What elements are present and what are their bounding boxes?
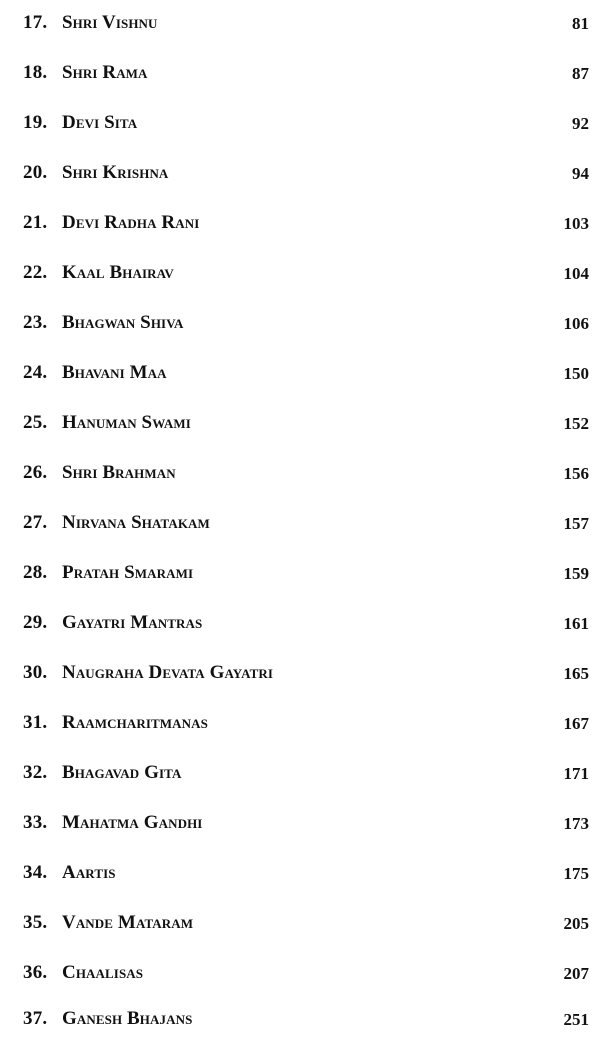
entry-title: Nirvana Shatakam [62,512,210,533]
entry-page-number: 161 [563,614,589,633]
entry-number: 22. [23,262,48,283]
toc-entry [0,762,600,792]
entry-number: 31. [23,712,48,733]
toc-entry [0,1008,600,1038]
entry-number: 21. [23,212,48,233]
toc-entry [0,212,600,242]
entry-title: Kaal Bhairav [62,262,174,283]
toc-entry [0,162,600,192]
entry-number: 28. [23,562,48,583]
entry-number: 25. [23,412,48,433]
toc-entry [0,512,600,542]
entry-title: Naugraha Devata Gayatri [62,662,274,683]
toc-entry [0,662,600,692]
entry-number: 36. [23,962,48,983]
entry-title: Hanuman Swami [62,412,191,433]
entry-number: 27. [23,512,48,533]
entry-page-number: 94 [572,164,589,183]
toc-entry [0,912,600,942]
entry-page-number: 152 [563,414,589,433]
toc-entry [0,262,600,292]
toc-entry [0,362,600,392]
entry-page-number: 173 [563,814,589,833]
entry-page-number: 171 [563,764,589,783]
toc-entry [0,712,600,742]
entry-page-number: 92 [572,114,589,133]
entry-title: Aartis [62,862,116,883]
entry-title: Raamcharitmanas [62,712,208,733]
entry-page-number: 205 [563,914,589,933]
toc-entry [0,412,600,442]
entry-page-number: 159 [563,564,589,583]
entry-number: 17. [23,12,48,33]
entry-title: Ganesh Bhajans [62,1008,193,1029]
entry-page-number: 167 [563,714,589,733]
entry-page-number: 157 [563,514,589,533]
entry-title: Shri Brahman [62,462,176,483]
entry-title: Gayatri Mantras [62,612,203,633]
toc-entry [0,312,600,342]
entry-number: 34. [23,862,48,883]
entry-title: Bhavani Maa [62,362,167,383]
entry-page-number: 207 [563,964,589,983]
entry-title: Devi Sita [62,112,138,133]
toc-entry [0,562,600,592]
entry-number: 26. [23,462,48,483]
toc-entry [0,812,600,842]
toc-entry [0,462,600,492]
entry-number: 35. [23,912,48,933]
entry-title: Shri Rama [62,62,148,83]
toc-entry [0,112,600,142]
entry-number: 37. [23,1008,48,1029]
entry-title: Devi Radha Rani [62,212,200,233]
entry-page-number: 106 [563,314,589,333]
toc-entry [0,862,600,892]
entry-page-number: 150 [563,364,589,383]
entry-page-number: 156 [563,464,589,483]
entry-page-number: 165 [563,664,589,683]
entry-number: 24. [23,362,48,383]
entry-title: Shri Vishnu [62,12,158,33]
entry-title: Shri Krishna [62,162,169,183]
entry-title: Mahatma Gandhi [62,812,203,833]
toc-entry [0,12,600,42]
entry-number: 30. [23,662,48,683]
entry-page-number: 81 [572,14,589,33]
entry-title: Bhagavad Gita [62,762,182,783]
entry-number: 19. [23,112,48,133]
entry-page-number: 103 [563,214,589,233]
entry-number: 29. [23,612,48,633]
entry-title: Pratah Smarami [62,562,194,583]
toc-entry [0,612,600,642]
entry-title: Chaalisas [62,962,144,983]
toc-entry [0,62,600,92]
entry-number: 20. [23,162,48,183]
entry-title: Vande Mataram [62,912,194,933]
entry-number: 23. [23,312,48,333]
entry-page-number: 251 [563,1010,589,1029]
toc-entry [0,962,600,992]
entry-page-number: 104 [563,264,589,283]
entry-title: Bhagwan Shiva [62,312,184,333]
entry-number: 18. [23,62,48,83]
entry-number: 32. [23,762,48,783]
entry-page-number: 175 [563,864,589,883]
entry-number: 33. [23,812,48,833]
entry-page-number: 87 [572,64,589,83]
